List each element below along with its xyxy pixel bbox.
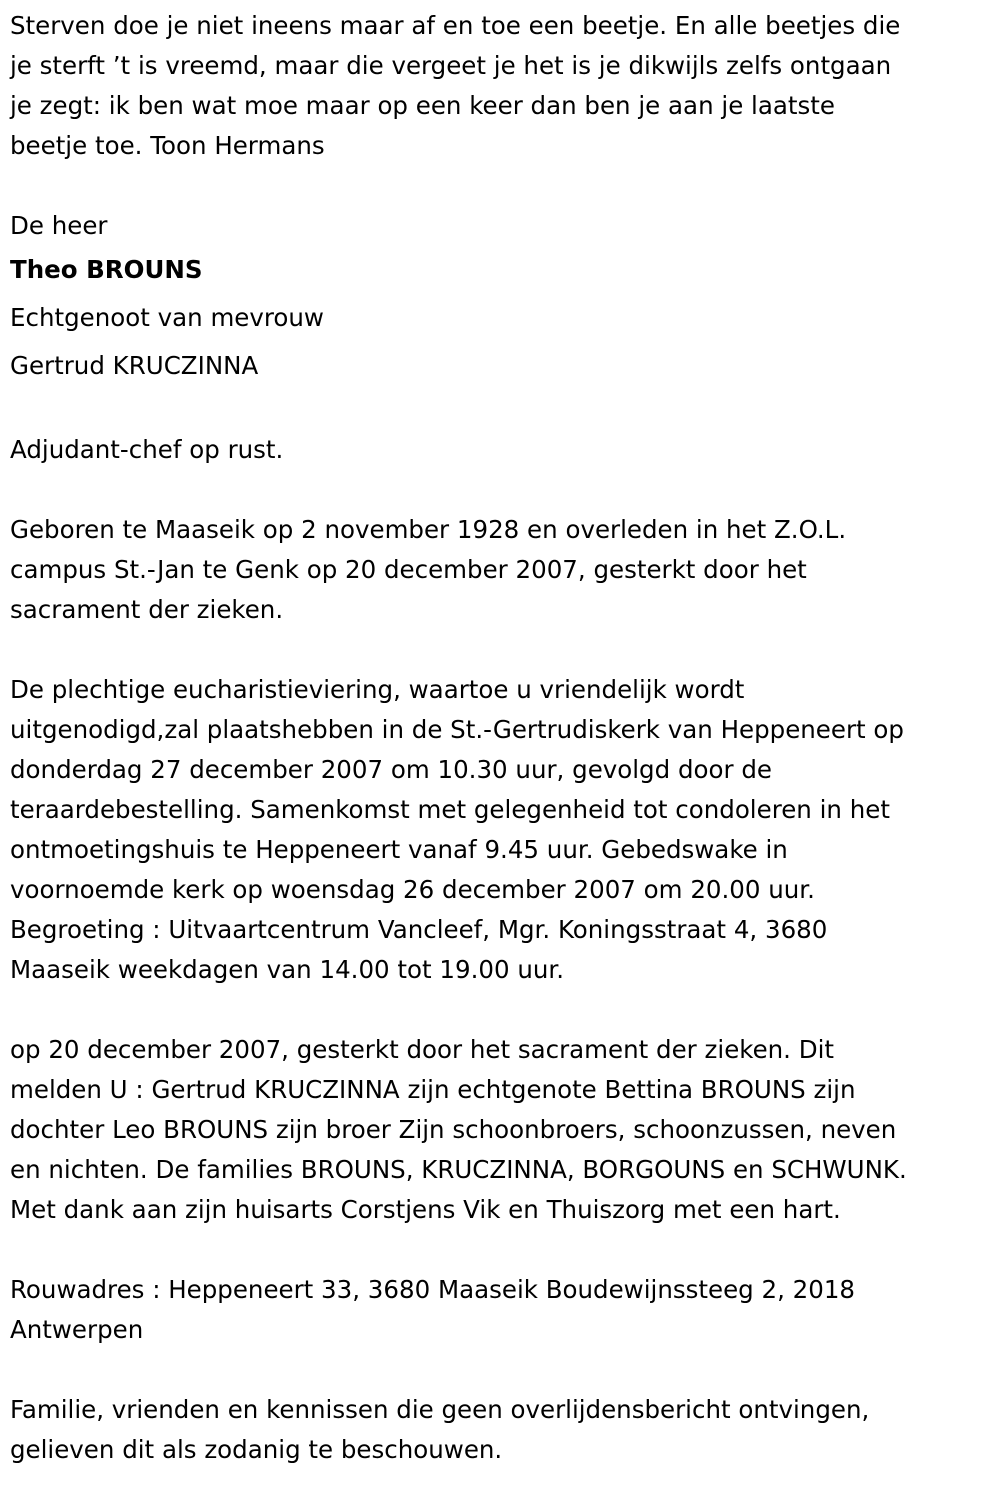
family-paragraph [10, 1030, 990, 1230]
poem-line: beetje toe. Toon Hermans [10, 131, 325, 160]
family-line: op 20 december 2007, gesterkt door het sacrament der zieken. Dit [10, 1035, 835, 1064]
ceremony-line: Begroeting : Uitvaartcentrum Vancleef, Mgr. Koningsstraat 4, 3680 [10, 915, 828, 944]
ceremony-line: De plechtige eucharistieviering, waartoe u vriendelijk wordt [10, 675, 745, 704]
ceremony-line: Maaseik weekdagen van 14.00 tot 19.00 uur. [10, 955, 565, 984]
ceremony-line: ontmoetingshuis te Heppeneert vanaf 9.45 uur. Gebedswake in [10, 835, 788, 864]
deceased-block [10, 206, 990, 390]
paragraph-gap [10, 630, 990, 670]
paragraph-gap [10, 1230, 990, 1270]
deceased-name: Theo BROUNS [10, 255, 203, 284]
salutation: De heer [10, 211, 108, 240]
address-paragraph [10, 1270, 990, 1350]
rank-title: Adjudant-chef op rust. [10, 435, 284, 464]
paragraph-gap [10, 470, 990, 510]
family-line: dochter Leo BROUNS zijn broer Zijn schoonbroers, schoonzussen, neven [10, 1115, 897, 1144]
poem-line: je zegt: ik ben wat moe maar op een keer dan ben je aan je laatste [10, 91, 835, 120]
ceremony-line: voornoemde kerk op woensdag 26 december 2007 om 20.00 uur. [10, 875, 815, 904]
birth-death-line: sacrament der zieken. [10, 595, 284, 624]
closing-paragraph [10, 1390, 990, 1470]
poem-paragraph [10, 6, 990, 166]
address-line: Rouwadres : Heppeneert 33, 3680 Maaseik Boudewijnssteeg 2, 2018 [10, 1275, 855, 1304]
ceremony-paragraph [10, 670, 990, 990]
address-line: Antwerpen [10, 1315, 144, 1344]
spouse-relation: Echtgenoot van mevrouw [10, 303, 324, 332]
ceremony-line: teraardebestelling. Samenkomst met gelegenheid tot condoleren in het [10, 795, 890, 824]
poem-line: Sterven doe je niet ineens maar af en toe een beetje. En alle beetjes die [10, 11, 901, 40]
paragraph-gap [10, 390, 990, 430]
family-line: en nichten. De families BROUNS, KRUCZINNA, BORGOUNS en SCHWUNK. [10, 1155, 907, 1184]
closing-line: Familie, vrienden en kennissen die geen overlijdensbericht ontvingen, [10, 1395, 870, 1424]
birth-death-paragraph [10, 510, 990, 630]
ceremony-line: uitgenodigd,zal plaatshebben in de St.-Gertrudiskerk van Heppeneert op [10, 715, 904, 744]
paragraph-gap [10, 1350, 990, 1390]
paragraph-gap [10, 990, 990, 1030]
spouse-name: Gertrud KRUCZINNA [10, 351, 259, 380]
family-line: Met dank aan zijn huisarts Corstjens Vik en Thuiszorg met een hart. [10, 1195, 841, 1224]
obituary-text [10, 6, 990, 1470]
birth-death-line: campus St.-Jan te Genk op 20 december 2007, gesterkt door het [10, 555, 807, 584]
ceremony-line: donderdag 27 december 2007 om 10.30 uur, gevolgd door de [10, 755, 772, 784]
birth-death-line: Geboren te Maaseik op 2 november 1928 en overleden in het Z.O.L. [10, 515, 847, 544]
paragraph-gap [10, 166, 990, 206]
closing-line: gelieven dit als zodanig te beschouwen. [10, 1435, 503, 1464]
family-line: melden U : Gertrud KRUCZINNA zijn echtgenote Bettina BROUNS zijn [10, 1075, 856, 1104]
poem-line: je sterft ’t is vreemd, maar die vergeet je het is je dikwijls zelfs ontgaan [10, 51, 892, 80]
